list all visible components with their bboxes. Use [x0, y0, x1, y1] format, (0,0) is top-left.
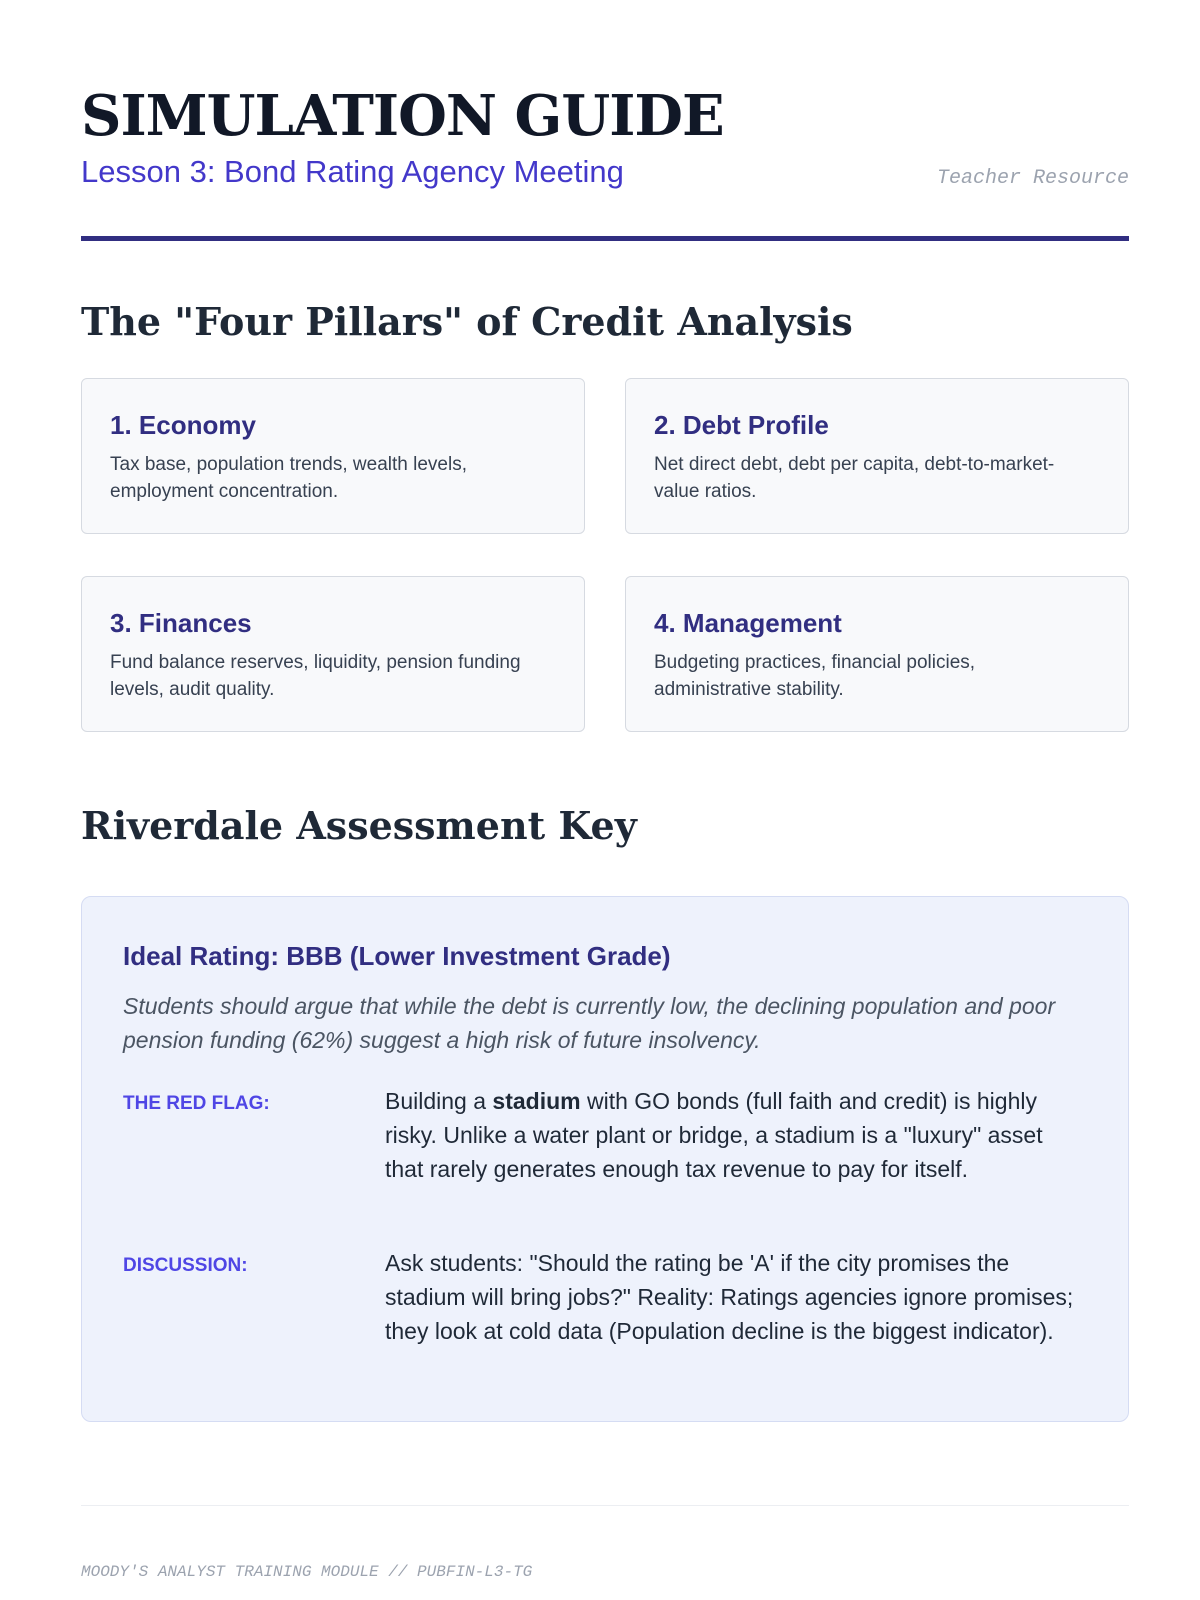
- footer-code: MOODY'S ANALYST TRAINING MODULE // PUBFIN-L3-TG: [81, 1563, 533, 1581]
- pillar-card-economy: [81, 378, 585, 534]
- ideal-rating-title: Ideal Rating: BBB (Lower Investment Grade): [123, 941, 671, 971]
- page-subtitle: Lesson 3: Bond Rating Agency Meeting: [81, 154, 624, 189]
- pillar-title: 2. Debt Profile: [654, 410, 829, 440]
- ideal-rating-note: Students should argue that while the debt is currently low, the declining population and poor pension funding (62%) suggest a high risk of future insolvency.: [123, 993, 1056, 1053]
- red-flag-emphasis: stadium: [492, 1088, 581, 1114]
- footer-divider: [81, 1505, 1129, 1506]
- assessment-key-box: [81, 896, 1129, 1422]
- pillar-card-finances: [81, 576, 585, 732]
- pillar-description: Net direct debt, debt per capita, debt-to-market-value ratios.: [654, 454, 1055, 502]
- pillar-description: Fund balance reserves, liquidity, pension funding levels, audit quality.: [110, 652, 521, 700]
- red-flag-text-start: Building a: [385, 1088, 493, 1114]
- red-flag-text: [385, 1084, 1085, 1186]
- pillars-heading: The "Four Pillars" of Credit Analysis: [81, 299, 853, 344]
- assessment-heading: Riverdale Assessment Key: [81, 803, 637, 848]
- pillar-title: 3. Finances: [110, 608, 252, 638]
- header-divider: [81, 236, 1129, 241]
- page-title: SIMULATION GUIDE: [81, 83, 724, 149]
- pillar-card-management: [625, 576, 1129, 732]
- red-flag-label: THE RED FLAG:: [123, 1093, 270, 1114]
- pillar-title: 4. Management: [654, 608, 842, 638]
- pillar-description: Budgeting practices, financial policies, administrative stability.: [654, 652, 976, 700]
- page: [81, 0, 1129, 1600]
- discussion-text: Ask students: "Should the rating be 'A' if the city promises the stadium will bring jobs?" Reality: Ratings agencies ignore promises; they look at cold data (Population decline is the biggest indicator).: [385, 1250, 1074, 1344]
- teacher-resource-tag: Teacher Resource: [936, 167, 1129, 190]
- pillar-title: 1. Economy: [110, 410, 256, 440]
- pillar-description: Tax base, population trends, wealth levels, employment concentration.: [110, 454, 467, 502]
- red-flag-text-end: with GO bonds (full faith and credit) is highly risky. Unlike a water plant or bridge, a stadium is a "luxury" asset that rarely generates enough tax revenue to pay for itself.: [385, 1088, 1043, 1182]
- discussion-label: DISCUSSION:: [123, 1255, 248, 1276]
- pillar-card-debt-profile: [625, 378, 1129, 534]
